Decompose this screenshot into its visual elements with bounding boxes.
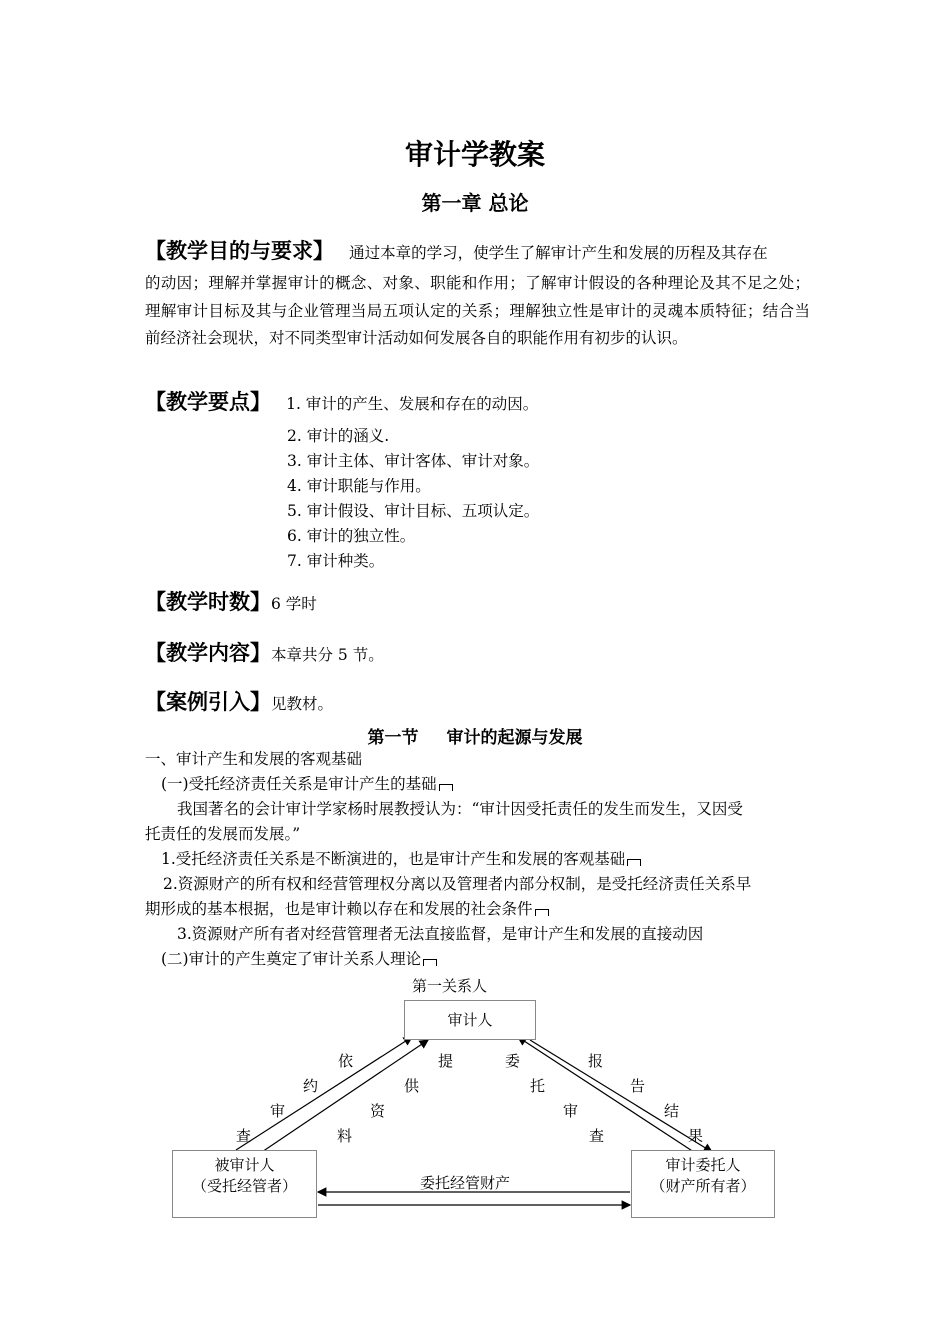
body-line-text: 1.受托经济责任关系是不断演进的，也是审计产生和发展的客观基础	[161, 850, 626, 868]
client-box	[631, 1150, 775, 1218]
edge-char: 告	[630, 1077, 646, 1095]
body-line-text: (二)审计的产生奠定了审计关系人理论	[161, 950, 422, 968]
body-line-text: 期形成的基本根据，也是审计赖以存在和发展的社会条件	[145, 900, 533, 918]
auditee-label: 被审计人	[214, 1156, 275, 1174]
hours-heading: 【教学时数】	[145, 589, 271, 614]
objectives-heading: 【教学目的与要求】	[145, 238, 334, 263]
edge-char: 约	[303, 1077, 319, 1095]
arrow-left-outer	[236, 1037, 412, 1150]
key-points-heading: 【教学要点】	[145, 389, 271, 414]
edge-char: 托	[530, 1077, 546, 1095]
edge-char: 审	[563, 1102, 579, 1120]
edge-char: 委	[505, 1052, 521, 1070]
content-value: 本章共分 5 节。	[271, 646, 384, 664]
key-point-item: 4. 审计职能与作用。	[287, 477, 431, 495]
body-line: 一、审计产生和发展的客观基础	[145, 750, 363, 768]
client-label: 审计委托人	[665, 1156, 741, 1174]
edge-char: 查	[589, 1127, 605, 1145]
edge-char: 查	[236, 1127, 252, 1145]
body-line: 2.资源财产的所有权和经营管理权分离以及管理者内部分权制，是受托经济责任关系早	[163, 875, 752, 893]
edge-char: 供	[404, 1077, 420, 1095]
objectives-first-line: 通过本章的学习，使学生了解审计产生和发展的历程及其存在	[349, 244, 768, 262]
case-heading: 【案例引入】	[145, 689, 271, 714]
arrow-right-inner	[518, 1037, 700, 1156]
key-point-item: 6. 审计的独立性。	[287, 527, 416, 545]
revision-mark-icon	[535, 909, 549, 916]
first-party-caption: 第一关系人	[412, 977, 488, 995]
edge-char: 审	[270, 1102, 286, 1120]
objectives-line	[145, 235, 768, 266]
section-heading	[0, 723, 950, 748]
key-point-item: 5. 审计假设、审计目标、五项认定。	[287, 502, 540, 520]
chapter-heading: 第一章 总论	[421, 191, 529, 215]
key-points-line	[145, 386, 538, 417]
case-value: 见教材。	[271, 695, 334, 713]
body-line: 我国著名的会计审计学家杨时展教授认为：“审计因受托责任的发生而发生，又因受	[177, 800, 743, 818]
auditee-role: （受托经管者）	[191, 1177, 297, 1195]
edge-char: 结	[664, 1102, 680, 1120]
revision-mark-icon	[627, 859, 641, 866]
case-line	[145, 686, 333, 717]
hours-line	[145, 586, 317, 617]
body-line-text: (一)受托经济责任关系是审计产生的基础	[161, 775, 437, 793]
edge-char: 料	[337, 1127, 353, 1145]
auditor-box	[404, 1000, 536, 1040]
auditor-label: 审计人	[447, 1011, 493, 1029]
body-line: 3.资源财产所有者对经营管理者无法直接监督，是审计产生和发展的直接动因	[177, 925, 704, 943]
body-line	[161, 772, 453, 797]
audit-relationship-diagram	[0, 960, 950, 1240]
body-line: 托责任的发展而发展。”	[145, 825, 301, 843]
edge-char: 果	[688, 1127, 704, 1145]
edge-char: 依	[338, 1052, 354, 1070]
content-line	[145, 637, 384, 668]
key-point-item: 3. 审计主体、审计客体、审计对象。	[287, 452, 540, 470]
auditee-box	[172, 1150, 317, 1218]
section-title: 审计的起源与发展	[446, 728, 583, 748]
content-heading: 【教学内容】	[145, 640, 271, 665]
edge-char: 提	[438, 1052, 454, 1070]
body-line	[145, 897, 549, 922]
edge-char: 资	[370, 1102, 386, 1120]
section-number: 第一节	[367, 728, 419, 748]
document-title: 审计学教案	[404, 138, 545, 171]
client-role: （财产所有者）	[650, 1177, 756, 1195]
edge-char: 报	[588, 1052, 604, 1070]
body-line	[161, 847, 641, 872]
hours-value: 6 学时	[271, 595, 317, 613]
bottom-edge-label: 委托经管财产	[420, 1174, 511, 1192]
key-point-item: 1. 审计的产生、发展和存在的动因。	[286, 395, 539, 413]
key-point-item: 2. 审计的涵义.	[287, 427, 390, 445]
key-point-item: 7. 审计种类。	[287, 552, 385, 570]
revision-mark-icon	[439, 784, 453, 791]
arrow-right-outer	[530, 1040, 712, 1152]
objectives-text: 的动因；理解并掌握审计的概念、对象、职能和作用；了解审计假设的各种理论及其不足之处；理解审计目标及其与企业管理当局五项认定的关系；理解独立性是审计的灵魂本质特征；结合当前经济社会现状，对不同类型审计活动如何发展各自的职能作用有初步的认识。	[145, 274, 810, 347]
